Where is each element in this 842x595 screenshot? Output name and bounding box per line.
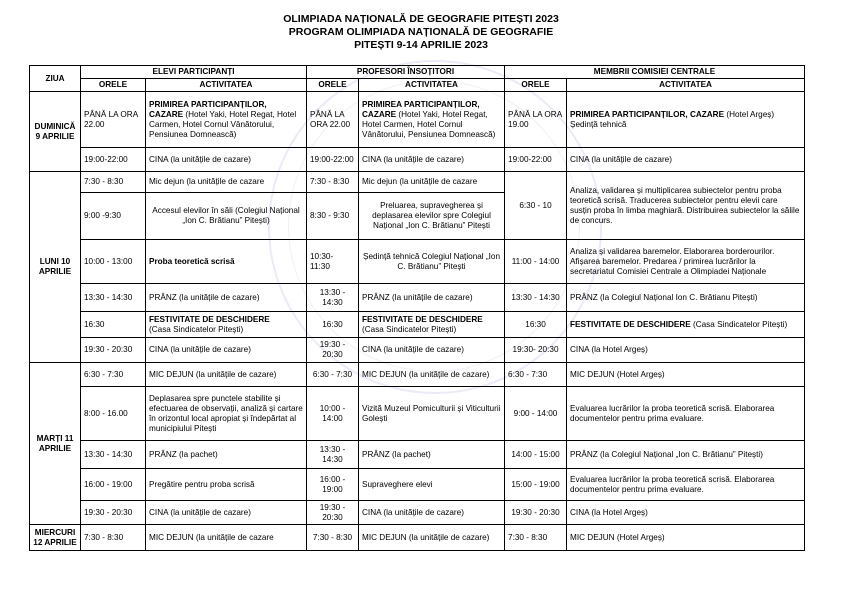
membri-activity: MIC DEJUN (Hotel Argeș)	[567, 525, 805, 551]
elevi-time: 8:00 - 16.00	[81, 387, 146, 441]
header-row-1	[30, 66, 805, 79]
table-row	[30, 501, 805, 525]
prof-activity: Vizită Muzeul Pomiculturii și Viticulturii Golești	[359, 387, 505, 441]
prof-time: 16:00 - 19:00	[307, 469, 359, 501]
prof-time: 8:30 - 9:30	[307, 193, 359, 240]
membri-time: 9:00 - 14:00	[505, 387, 567, 441]
membri-time: 7:30 - 8:30	[505, 525, 567, 551]
membri-activity: PRÂNZ (la Colegiul Național Ion C. Brătianu Pitești)	[567, 284, 805, 312]
title-line-2: PROGRAM OLIMPIADA NAȚIONALĂ DE GEOGRAFIE	[288, 26, 554, 38]
prof-activity: Supraveghere elevi	[359, 469, 505, 501]
elevi-time: 16:30	[81, 312, 146, 338]
membri-activity: Evaluarea lucrărilor la proba teoretică scrisă. Elaborarea documentelor pentru prima evaluare.	[567, 469, 805, 501]
title-line-1: OLIMPIADA NAȚIONALĂ DE GEOGRAFIE PITEȘTI 2023	[283, 13, 559, 25]
membri-time: 14:00 - 15:00	[505, 441, 567, 469]
prof-time: 13:30 - 14:30	[307, 441, 359, 469]
membri-activity	[567, 312, 805, 338]
prof-activity: CINA (la unitățile de cazare)	[359, 501, 505, 525]
prof-time: 19:30 - 20:30	[307, 338, 359, 363]
membri-activity: Analiza, validarea și multiplicarea subiectelor pentru proba teoretică scrisă. Traducerea subiectelor pentru elevii care susțin proba în limba maghiară. Distribuirea subiectelor la sălile de concurs.	[567, 172, 805, 240]
prof-time: 13:30 - 14:30	[307, 284, 359, 312]
membri-activity-text: (Hotel Argeș)	[724, 109, 775, 119]
header-activitatea-profesori: ACTIVITATEA	[359, 79, 505, 92]
table-row	[30, 148, 805, 172]
elevi-activity: Pregătire pentru proba scrisă	[146, 469, 307, 501]
elevi-time: 7:30 - 8:30	[81, 525, 146, 551]
membri-activity: Evaluarea lucrărilor la proba teoretică scrisă. Elaborarea documentelor pentru prima evaluare.	[567, 387, 805, 441]
table-row	[30, 92, 805, 148]
header-ziua: ZIUA	[30, 66, 81, 92]
prof-activity: MIC DEJUN (la unitățile de cazare)	[359, 525, 505, 551]
elevi-activity: CINA (la unitățile de cazare)	[146, 148, 307, 172]
table-row	[30, 469, 805, 501]
elevi-time: 13:30 - 14:30	[81, 441, 146, 469]
membri-time: 19:30 - 20:30	[505, 501, 567, 525]
table-row	[30, 525, 805, 551]
prof-activity: PRÂNZ (la unitățile de cazare)	[359, 284, 505, 312]
prof-time: 7:30 - 8:30	[307, 172, 359, 193]
elevi-activity: MIC DEJUN (la unitățile de cazare	[146, 525, 307, 551]
membri-activity: CINA (la Hotel Argeș)	[567, 338, 805, 363]
prof-activity: MIC DEJUN (la unitățile de cazare)	[359, 363, 505, 387]
document-titles	[0, 13, 842, 52]
elevi-time: 19:30 - 20:30	[81, 338, 146, 363]
prof-activity: Preluarea, supravegherea și deplasarea elevilor spre Colegiul Național „Ion C. Brătianu” Pitești	[359, 193, 505, 240]
prof-activity: CINA (la unitățile de cazare)	[359, 148, 505, 172]
title-line-3: PITEȘTI 9-14 APRILIE 2023	[354, 39, 488, 51]
elevi-time: 19:00-22:00	[81, 148, 146, 172]
elevi-time: 6:30 - 7:30	[81, 363, 146, 387]
day-cell-miercuri: MIERCURI 12 APRILIE	[30, 525, 81, 551]
membri-time: 6:30 - 10	[505, 172, 567, 240]
membri-activity	[567, 92, 805, 148]
elevi-activity	[146, 92, 307, 148]
elevi-time: 19:30 - 20:30	[81, 501, 146, 525]
elevi-time: 9:00 -9:30	[81, 193, 146, 240]
elevi-activity: CINA (la unitățile de cazare)	[146, 338, 307, 363]
table-row	[30, 387, 805, 441]
prof-activity-text: (Hotel Yaki, Hotel Regat, Hotel Carmen, Hotel Cornul Vânătorului, Pensiunea Domnească)	[362, 109, 496, 139]
membri-activity-text-2: Ședință tehnică	[570, 119, 627, 129]
elevi-time: 13:30 - 14:30	[81, 284, 146, 312]
elevi-activity-bold: FESTIVITATE DE DESCHIDERE	[149, 314, 270, 324]
table-row	[30, 172, 805, 193]
elevi-time: PÂNĂ LA ORA 22.00	[81, 92, 146, 148]
membri-time: PÂNĂ LA ORA 19.00	[505, 92, 567, 148]
prof-activity-text: (Casa Sindicatelor Pitești)	[362, 324, 457, 334]
prof-time: 10:30- 11:30	[307, 240, 359, 284]
prof-time: 10:00 - 14:00	[307, 387, 359, 441]
membri-time: 15:00 - 19:00	[505, 469, 567, 501]
membri-activity-text: (Casa Sindicatelor Pitești)	[690, 319, 788, 329]
prof-activity-bold: PRIMIREA PARTICIPANȚILOR, CAZARE	[362, 99, 480, 119]
membri-time: 13:30 - 14:30	[505, 284, 567, 312]
membri-activity: MIC DEJUN (Hotel Argeș)	[567, 363, 805, 387]
elevi-activity	[146, 312, 307, 338]
membri-activity-bold: PRIMIREA PARTICIPANȚILOR, CAZARE	[570, 109, 725, 119]
elevi-activity-bold: PRIMIREA PARTICIPANȚILOR, CAZARE	[149, 99, 267, 119]
elevi-activity: Mic dejun (la unitățile de cazare	[146, 172, 307, 193]
membri-activity: PRÂNZ (la Colegiul Național „Ion C. Brătianu” Pitești)	[567, 441, 805, 469]
membri-activity-bold: FESTIVITATE DE DESCHIDERE	[570, 319, 691, 329]
membri-activity: CINA (la unitățile de cazare)	[567, 148, 805, 172]
table-row	[30, 363, 805, 387]
table-row	[30, 441, 805, 469]
membri-time: 16:30	[505, 312, 567, 338]
membri-activity: Analiza și validarea baremelor. Elaborarea borderourilor. Afișarea baremelor. Predarea / primirea lucrărilor la secretariatul Comisiei Centrale a Olimpiadei Naționale	[567, 240, 805, 284]
elevi-time: 7:30 - 8:30	[81, 172, 146, 193]
table-row	[30, 338, 805, 363]
membri-time: 19:30- 20:30	[505, 338, 567, 363]
day-cell-luni: LUNI 10 APRILIE	[30, 172, 81, 363]
header-activitatea-elevi: ACTIVITATEA	[146, 79, 307, 92]
day-cell-duminica: DUMINICĂ 9 APRILIE	[30, 92, 81, 172]
prof-time: 19:30 - 20:30	[307, 501, 359, 525]
day-cell-marti: MARȚI 11 APRILIE	[30, 363, 81, 525]
header-row-2	[30, 79, 805, 92]
prof-activity	[359, 312, 505, 338]
membri-time: 6:30 - 7:30	[505, 363, 567, 387]
prof-time: 16:30	[307, 312, 359, 338]
prof-activity: PRÂNZ (la pachet)	[359, 441, 505, 469]
elevi-activity: CINA (la unitățile de cazare)	[146, 501, 307, 525]
elevi-activity: Accesul elevilor în săli (Colegiul Național „Ion C. Brătianu” Pitești)	[146, 193, 307, 240]
prof-time: 19:00-22:00	[307, 148, 359, 172]
prof-activity: CINA (la unitățile de cazare)	[359, 338, 505, 363]
membri-activity: CINA (la Hotel Argeș)	[567, 501, 805, 525]
elevi-time: 10:00 - 13:00	[81, 240, 146, 284]
header-elevi: ELEVI PARTICIPANȚI	[81, 66, 307, 79]
elevi-activity-text: (Casa Sindicatelor Pitești)	[149, 324, 244, 334]
prof-activity-bold: FESTIVITATE DE DESCHIDERE	[362, 314, 483, 324]
header-orele-profesori: ORELE	[307, 79, 359, 92]
header-profesori: PROFESORI ÎNSOȚITORI	[307, 66, 505, 79]
membri-time: 19:00-22:00	[505, 148, 567, 172]
membri-time: 11:00 - 14:00	[505, 240, 567, 284]
schedule-table	[29, 65, 805, 551]
header-activitatea-membrii: ACTIVITATEA	[567, 79, 805, 92]
prof-time: PÂNĂ LA ORA 22.00	[307, 92, 359, 148]
table-row	[30, 240, 805, 284]
header-orele-membrii: ORELE	[505, 79, 567, 92]
elevi-activity: PRÂNZ (la unitățile de cazare)	[146, 284, 307, 312]
prof-activity	[359, 92, 505, 148]
prof-activity: Mic dejun (la unitățile de cazare	[359, 172, 505, 193]
elevi-activity: MIC DEJUN (la unitățile de cazare)	[146, 363, 307, 387]
table-row	[30, 284, 805, 312]
header-orele-elevi: ORELE	[81, 79, 146, 92]
elevi-activity-text: (Hotel Yaki, Hotel Regat, Hotel Carmen, Hotel Cornul Vânătorului, Pensiunea Domnească)	[149, 109, 297, 139]
prof-time: 6:30 - 7:30	[307, 363, 359, 387]
elevi-time: 16:00 - 19:00	[81, 469, 146, 501]
header-membrii: MEMBRII COMISIEI CENTRALE	[505, 66, 805, 79]
elevi-activity: Deplasarea spre punctele stabilite și efectuarea de observații, analiză și cartare în orizontul local apropiat și îndepărtat al municipiului Pitești	[146, 387, 307, 441]
table-row	[30, 312, 805, 338]
prof-time: 7:30 - 8:30	[307, 525, 359, 551]
elevi-activity: Proba teoretică scrisă	[146, 240, 307, 284]
prof-activity: Ședință tehnică Colegiul Național „Ion C. Brătianu” Pitești	[359, 240, 505, 284]
elevi-activity: PRÂNZ (la pachet)	[146, 441, 307, 469]
